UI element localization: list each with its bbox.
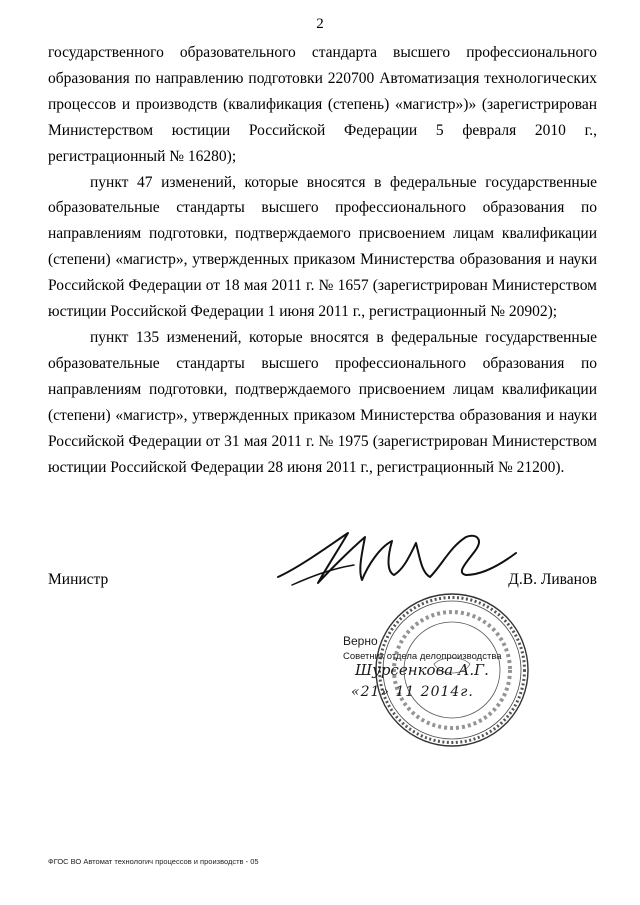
paragraph-continuation: государственного образовательного стандарта высшего профессионального образования по направлению подготовки 220700 Автоматизация технологических процессов и производств (квалификация (степень) «магистр»)» (зарегистрирован Министерством юстиции Российской Федерации 5 февраля 2010 г., регистрационный № 16280); [48, 44, 597, 165]
page-number: 2 [316, 16, 324, 32]
minister-name: Д.В. Ливанов [508, 571, 597, 588]
handwritten-signature [270, 525, 520, 595]
document-body [48, 40, 597, 480]
minister-title: Министр [48, 571, 109, 588]
footer-file-label: ФГОС ВО Автомат технологич процессов и производств - 05 [48, 857, 259, 866]
paragraph-point-135: пункт 135 изменений, которые вносятся в федеральные государственные образовательные стандарты высшего профессионального образования по направлениям подготовки, подтверждаемого присвоением лицам квалификации (степени) «магистр», утвержденных приказом Министерства образования и науки Российской Федерации от 31 мая 2011 г. № 1975 (зарегистрирован Министерством юстиции Российской Федерации 28 июня 2011 г., регистрационный № 21200). [48, 328, 597, 476]
certified-copy-label: Верно [343, 634, 378, 648]
certifier-position: Советник отдела делопроизводства [343, 651, 502, 662]
certifier-handwritten-name: Шурсенкова А.Г. [355, 661, 489, 679]
certification-date: «21» 11 2014г. [351, 684, 474, 700]
paragraph-point-47: пункт 47 изменений, которые вносятся в федеральные государственные образовательные стандарты высшего профессионального образования по направлениям подготовки, подтверждаемого присвоением лицам квалификации (степени) «магистр», утвержденных приказом Министерства образования и науки Российской Федерации от 18 мая 2011 г. № 1657 (зарегистрирован Министерством юстиции Российской Федерации 1 июня 2011 г., регистрационный № 20902); [48, 173, 597, 321]
certification-block [343, 634, 533, 714]
